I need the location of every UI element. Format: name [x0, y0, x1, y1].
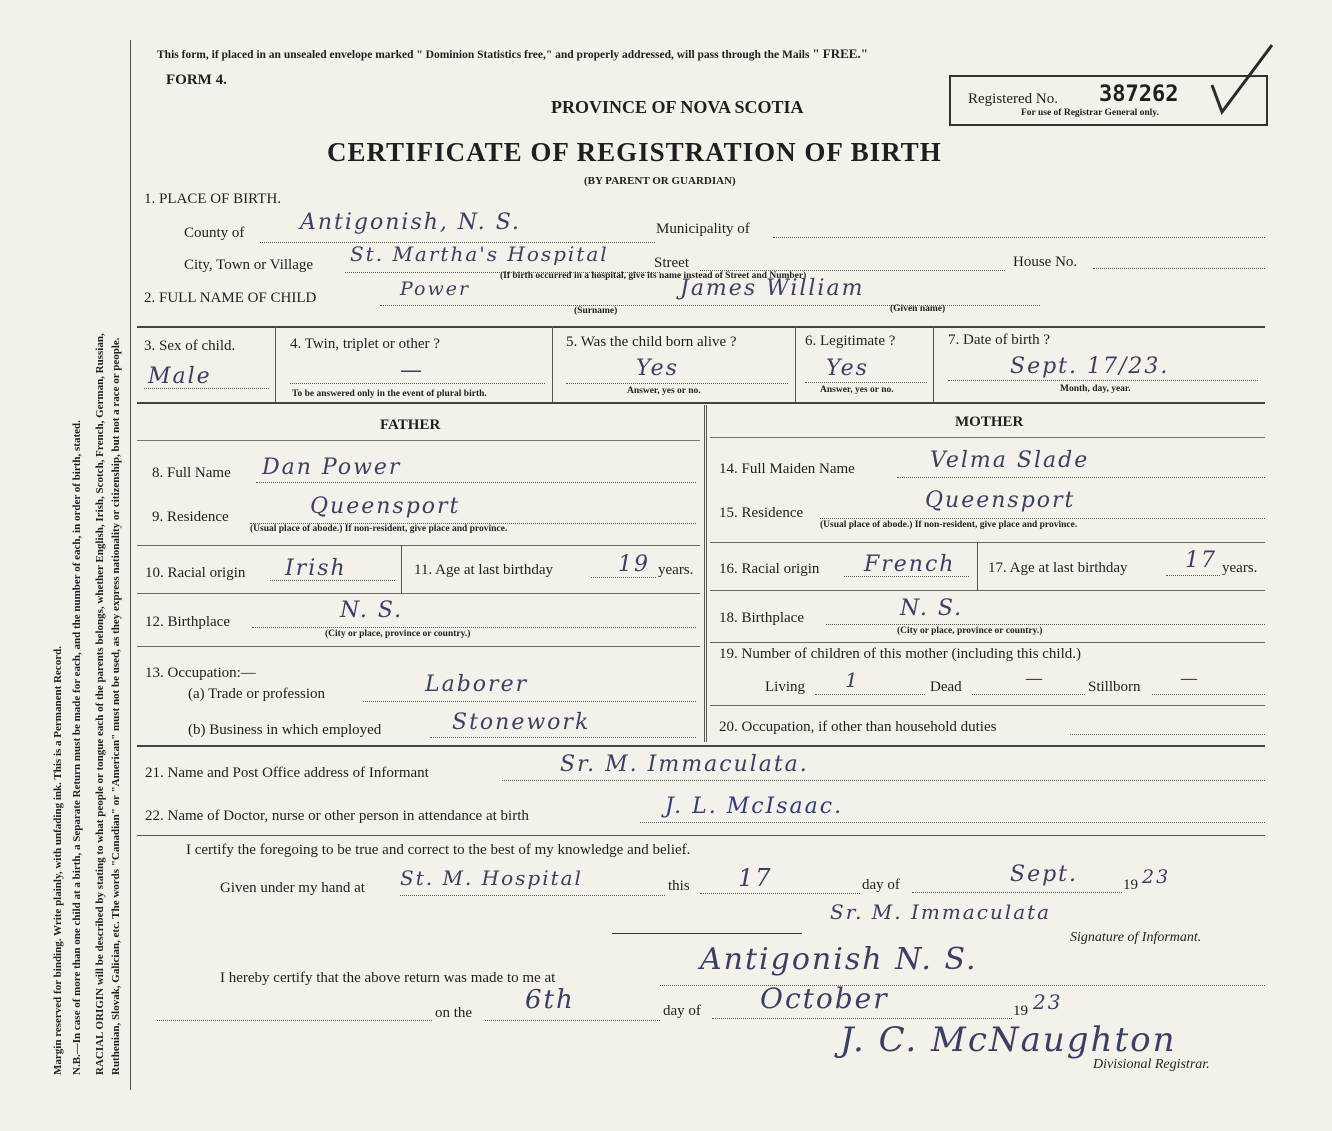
- mother-racial-label: 16. Racial origin: [719, 561, 820, 577]
- given-dayof-label: day of: [862, 877, 900, 893]
- legitimate-value: Yes: [826, 356, 869, 381]
- given-name-note: (Given name): [890, 304, 946, 314]
- page-title: CERTIFICATE OF REGISTRATION OF BIRTH: [327, 137, 942, 167]
- father-residence-note: (Usual place of abode.) If non-resident, give place and province.: [250, 524, 508, 534]
- mother-birthplace-label: 18. Birthplace: [719, 610, 804, 626]
- informant-signature: Sr. M. Immaculata: [830, 900, 1052, 924]
- born-alive-note: Answer, yes or no.: [627, 386, 701, 396]
- legitimate-label: 6. Legitimate ?: [805, 333, 896, 349]
- county-value: Antigonish, N. S.: [300, 210, 522, 235]
- mother-birthplace-value: N. S.: [900, 596, 964, 621]
- mother-residence-value: Queensport: [925, 488, 1076, 513]
- registered-number-label: Registered No.: [968, 91, 1058, 107]
- place-of-birth-heading: 1. PLACE OF BIRTH.: [144, 191, 282, 207]
- mother-occupation-label: 20. Occupation, if other than household duties: [719, 719, 997, 735]
- given-day-value: 17: [738, 864, 773, 892]
- father-birthplace-note: (City or place, province or country.): [325, 629, 471, 639]
- father-residence-label: 9. Residence: [152, 509, 229, 525]
- doctor-label: 22. Name of Doctor, nurse or other person in attendance at birth: [145, 808, 529, 824]
- born-alive-value: Yes: [636, 356, 679, 381]
- mother-age-unit: years.: [1222, 560, 1258, 576]
- father-heading: FATHER: [380, 417, 441, 433]
- father-trade-value: Laborer: [425, 672, 529, 697]
- dob-label: 7. Date of birth ?: [948, 332, 1051, 348]
- mother-racial-value: French: [864, 552, 956, 577]
- father-name-label: 8. Full Name: [152, 465, 231, 481]
- this-label: this: [668, 878, 690, 894]
- certify-text: I certify the foregoing to be true and correct to the best of my knowledge and belief.: [186, 842, 691, 858]
- father-age-label: 11. Age at last birthday: [414, 562, 553, 578]
- born-alive-label: 5. Was the child born alive ?: [566, 334, 737, 350]
- margin-note-binding: Margin reserved for binding. Write plainly, with unfading ink. This is a Permanent Record.: [52, 646, 64, 1075]
- given-under-label: Given under my hand at: [220, 880, 365, 896]
- registrar-month-value: October: [760, 982, 889, 1015]
- margin-note-racial-origin: RACIAL ORIGIN will be described by stating to what people or tongue each of the parents belongs, whether English, Irish, Scotch, French, German, Russian,: [94, 333, 106, 1075]
- mother-residence-note: (Usual place of abode.) If non-resident, give place and province.: [820, 520, 1078, 530]
- twin-note: To be answered only in the event of plural birth.: [292, 389, 487, 399]
- father-trade-label: (a) Trade or profession: [188, 686, 326, 702]
- stillborn-label: Stillborn: [1088, 679, 1141, 695]
- city-value: St. Martha's Hospital: [350, 242, 609, 266]
- mail-note: This form, if placed in an unsealed envelope marked " Dominion Statistics free," and properly addressed, will pass through the Mails " FREE.": [157, 46, 868, 61]
- father-racial-value: Irish: [285, 556, 347, 581]
- legitimate-note: Answer, yes or no.: [820, 385, 894, 395]
- mother-age-value: 17: [1185, 548, 1217, 573]
- check-mark-icon: [1200, 40, 1280, 120]
- county-label: County of: [184, 225, 245, 241]
- registrar-day-value: 6th: [525, 985, 575, 1015]
- father-occupation-label: 13. Occupation:—: [145, 665, 256, 681]
- child-name-label: 2. FULL NAME OF CHILD: [144, 290, 317, 306]
- on-the-label: on the: [435, 1005, 473, 1021]
- father-age-unit: years.: [658, 562, 694, 578]
- surname-note: (Surname): [574, 306, 618, 316]
- father-name-value: Dan Power: [262, 455, 402, 480]
- informant-signature-label: Signature of Informant.: [1070, 930, 1202, 945]
- dead-value: —: [1025, 668, 1045, 689]
- twin-label: 4. Twin, triplet or other ?: [290, 336, 440, 352]
- father-racial-label: 10. Racial origin: [145, 565, 246, 581]
- city-label: City, Town or Village: [184, 257, 314, 273]
- father-business-label: (b) Business in which employed: [188, 722, 382, 738]
- municipality-label: Municipality of: [656, 221, 750, 237]
- mother-residence-label: 15. Residence: [719, 505, 804, 521]
- registrar-year-prefix: 19: [1013, 1003, 1028, 1019]
- registrar-place-value: Antigonish N. S.: [700, 942, 978, 977]
- dob-note: Month, day, year.: [1060, 384, 1131, 394]
- informant-value: Sr. M. Immaculata.: [560, 752, 809, 777]
- twin-value: —: [400, 358, 424, 383]
- father-birthplace-value: N. S.: [340, 598, 404, 623]
- margin-note-racial-origin-cont: Ruthenian, Slovak, Galician, etc. The words "Canadian" or "American" must not be used, as they express nationality or citizenship, but not a race or people.: [110, 337, 122, 1075]
- registrar-certify-text: I hereby certify that the above return was made to me at: [220, 970, 556, 986]
- stillborn-value: —: [1180, 668, 1200, 689]
- registrar-signature-label: Divisional Registrar.: [1093, 1057, 1210, 1072]
- sex-value: Male: [148, 364, 212, 389]
- children-count-label: 19. Number of children of this mother (including this child.): [719, 646, 1082, 662]
- informant-label: 21. Name and Post Office address of Informant: [145, 765, 429, 781]
- mother-name-label: 14. Full Maiden Name: [719, 461, 855, 477]
- father-birthplace-label: 12. Birthplace: [145, 614, 230, 630]
- child-surname: Power: [400, 278, 471, 300]
- dead-label: Dead: [930, 679, 962, 695]
- dob-value: Sept. 17/23.: [1010, 354, 1170, 379]
- mother-birthplace-note: (City or place, province or country.): [897, 626, 1043, 636]
- form-number: FORM 4.: [166, 72, 227, 88]
- father-age-value: 19: [618, 552, 650, 577]
- house-number-label: House No.: [1013, 254, 1078, 270]
- given-year-value: 23: [1142, 866, 1171, 888]
- living-label: Living: [765, 679, 805, 695]
- street-label: Street: [654, 255, 689, 271]
- registered-number-note: For use of Registrar General only.: [1021, 108, 1159, 118]
- registrar-year-value: 23: [1033, 990, 1063, 1014]
- mother-heading: MOTHER: [955, 414, 1024, 430]
- given-year-prefix: 19: [1123, 877, 1138, 893]
- registrar-signature: J. C. McNaughton: [840, 1020, 1177, 1060]
- registered-number: 387262: [1099, 82, 1179, 107]
- street-note: (If birth occurred in a hospital, give its name instead of Street and Number): [500, 271, 807, 281]
- living-value: 1: [845, 668, 860, 692]
- margin-note-multiple-births: N.B.—In case of more than one child at a birth, a Separate Return must be made for each, and the number of each, in order of birth, stated.: [71, 420, 83, 1075]
- registrar-dayof-label: day of: [663, 1003, 701, 1019]
- given-place-value: St. M. Hospital: [400, 866, 583, 890]
- page-subtitle: (BY PARENT OR GUARDIAN): [584, 175, 736, 187]
- child-given-name: James William: [680, 276, 865, 301]
- province-heading: PROVINCE OF NOVA SCOTIA: [551, 97, 804, 117]
- mother-name-value: Velma Slade: [930, 448, 1090, 473]
- father-business-value: Stonework: [452, 710, 591, 735]
- given-month-value: Sept.: [1010, 862, 1079, 887]
- doctor-value: J. L. McIsaac.: [665, 794, 844, 819]
- sex-label: 3. Sex of child.: [144, 338, 236, 354]
- father-residence-value: Queensport: [310, 494, 461, 519]
- binding-margin-line: [130, 40, 131, 1090]
- mother-age-label: 17. Age at last birthday: [988, 560, 1128, 576]
